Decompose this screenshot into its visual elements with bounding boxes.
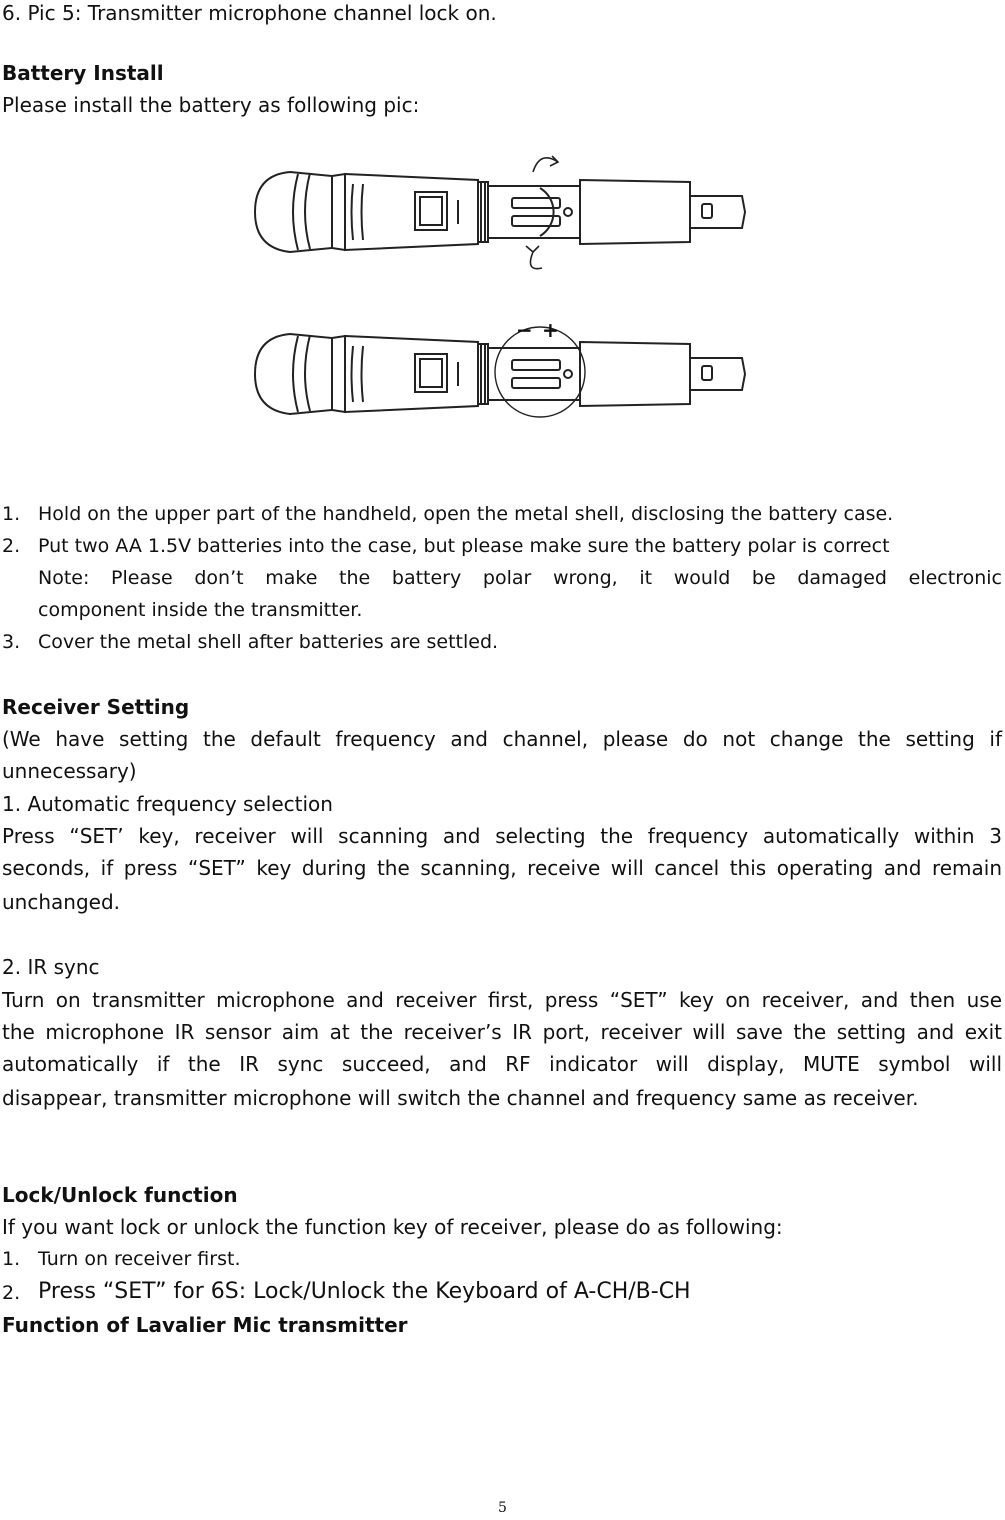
lavalier-heading: Function of Lavalier Mic transmitter (2, 1313, 408, 1337)
battery-step-3-text: Cover the metal shell after batteries are settled. (38, 631, 499, 653)
battery-install-heading: Battery Install (2, 61, 164, 85)
ir-sync-line-3: automatically if the IR sync succeed, and RF indicator will display, MUTE symbol will (2, 1052, 1002, 1076)
ir-sync-line-2: the microphone IR sensor aim at the receiver’s IR port, receiver will save the setting and exit (2, 1020, 1002, 1044)
battery-step-2-note-line-1: Note: Please don’t make the battery polar wrong, it would be damaged electronic (38, 567, 1002, 589)
pic5-caption: 6. Pic 5: Transmitter microphone channel lock on. (2, 1, 497, 25)
battery-step-1-number: 1. (2, 503, 21, 525)
auto-frequency-line-2: seconds, if press “SET” key during the scanning, receive will cancel this operating and remain (2, 856, 1002, 880)
battery-install-intro: Please install the battery as following pic: (2, 93, 420, 117)
ir-sync-line-1: Turn on transmitter microphone and receiver first, press “SET” key on receiver, and then use (2, 988, 1002, 1012)
lock-step-1-number: 1. (2, 1248, 21, 1270)
lock-unlock-intro: If you want lock or unlock the function key of receiver, please do as following: (2, 1215, 783, 1239)
battery-step-2-note (38, 562, 1002, 594)
lock-step-2-text: Press “SET” for 6S: Lock/Unlock the Keyboard of A-CH/B-CH (38, 1279, 691, 1304)
receiver-setting-heading: Receiver Setting (2, 695, 190, 719)
ir-sync-body (2, 984, 1002, 1080)
auto-frequency-line-3: unchanged. (2, 890, 121, 914)
battery-step-1-text: Hold on the upper part of the handheld, open the metal shell, disclosing the battery case. (38, 503, 894, 525)
receiver-intro-line-1-wrap (2, 723, 1002, 755)
auto-frequency-title: 1. Automatic frequency selection (2, 792, 333, 816)
battery-step-2-note-line-2: component inside the transmitter. (38, 599, 363, 621)
receiver-intro-line-1: (We have setting the default frequency and channel, please do not change the setting if (2, 727, 1002, 751)
ir-sync-line-4: disappear, transmitter microphone will switch the channel and frequency same as receiver. (2, 1086, 919, 1110)
ir-sync-title: 2. IR sync (2, 955, 100, 979)
battery-step-2-number: 2. (2, 535, 21, 557)
lock-step-1-text: Turn on receiver first. (38, 1248, 241, 1270)
lock-step-2-number: 2. (2, 1282, 21, 1304)
battery-step-3-number: 3. (2, 631, 21, 653)
handheld-mic-open-icon (250, 140, 750, 280)
receiver-intro-line-2: unnecessary) (2, 759, 137, 783)
auto-frequency-line-1: Press “SET’ key, receiver will scanning and selecting the frequency automatically within 3 (2, 824, 1002, 848)
battery-plus-symbol: + (542, 318, 559, 342)
page-number: 5 (498, 1500, 507, 1516)
handheld-mic-battery-icon (250, 312, 750, 442)
auto-frequency-body (2, 820, 1002, 884)
lock-unlock-heading: Lock/Unlock function (2, 1183, 238, 1207)
battery-step-2-text: Put two AA 1.5V batteries into the case, but please make sure the battery polar is correct (38, 535, 890, 557)
battery-minus-symbol: − (516, 318, 533, 342)
